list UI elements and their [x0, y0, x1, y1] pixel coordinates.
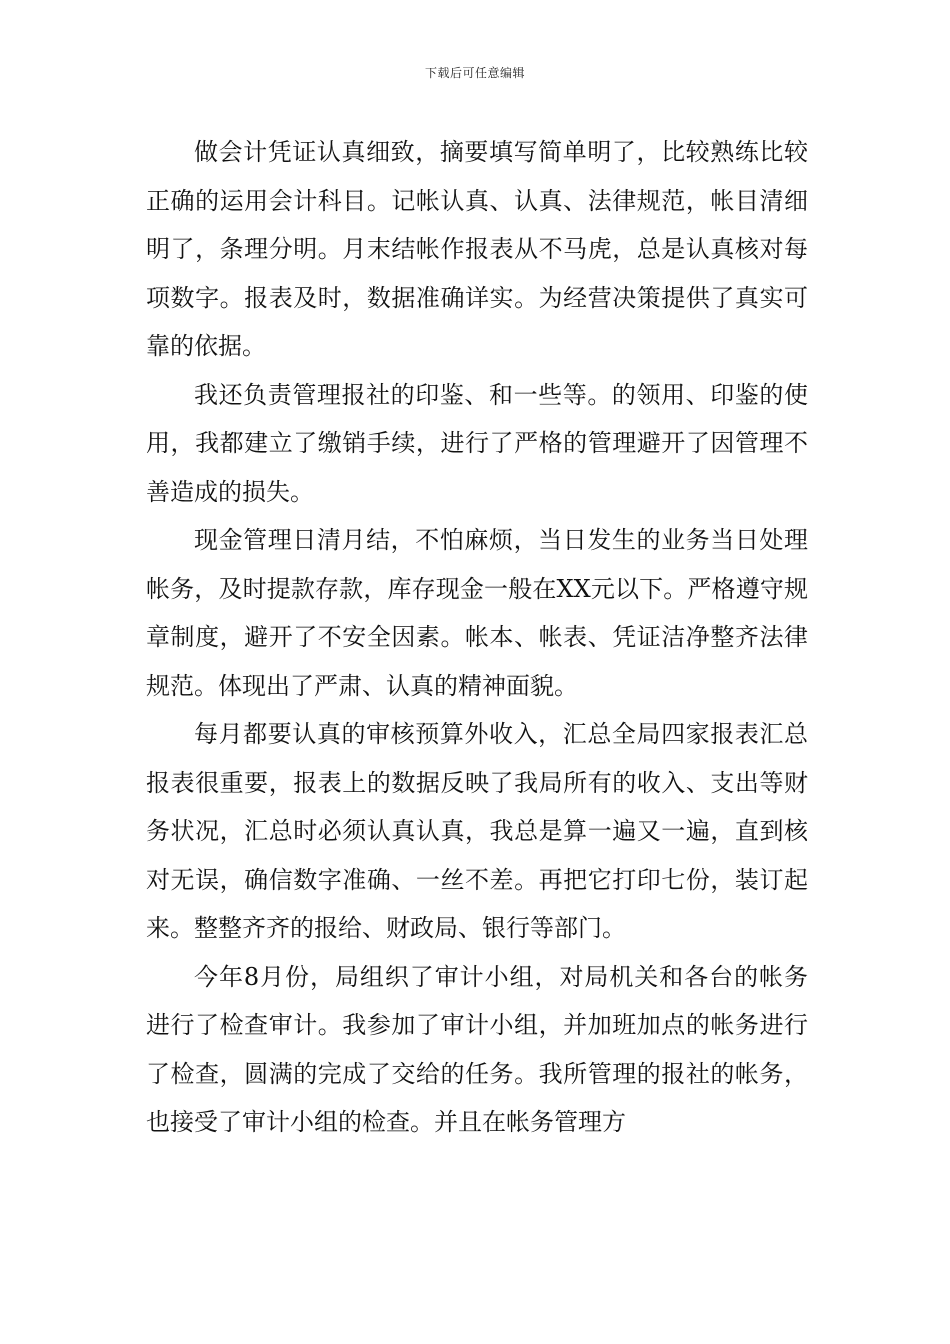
header-note: 下载后可任意编辑: [424, 66, 525, 80]
paragraph: 今年8月份，局组织了审计小组，对局机关和各台的帐务进行了检查审计。我参加了审计小组，并加班加点的帐务进行了检查，圆满的完成了交给的任务。我所管理的报社的帐务，也接受了审计小组的检查。并且在帐务管理方: [146, 962, 808, 1136]
paragraph: 每月都要认真的审核预算外收入，汇总全局四家报表汇总报表很重要，报表上的数据反映了我局所有的收入、支出等财务状况，汇总时必须认真认真，我总是算一遍又一遍，直到核对无误，确信数字准确、一丝不差。再把它打印七份，装订起来。整整齐齐的报给、财政局、银行等部门。: [146, 720, 808, 942]
paragraph: 我还负责管理报社的印鉴、和一些等。的领用、印鉴的使用，我都建立了缴销手续，进行了严格的管理避开了因管理不善造成的损失。: [146, 380, 808, 506]
paragraph: 做会计凭证认真细致，摘要填写简单明了，比较熟练比较正确的运用会计科目。记帐认真、认真、法律规范，帐目清细明了，条理分明。月末结帐作报表从不马虎，总是认真核对每项数字。报表及时，数据准确详实。为经营决策提供了真实可靠的依据。: [146, 138, 808, 360]
document-body: [146, 128, 808, 1147]
paragraph: 现金管理日清月结，不怕麻烦，当日发生的业务当日处理帐务，及时提款存款，库存现金一般在XX元以下。严格遵守规章制度，避开了不安全因素。帐本、帐表、凭证洁净整齐法律规范。体现出了严肃、认真的精神面貌。: [146, 526, 808, 700]
